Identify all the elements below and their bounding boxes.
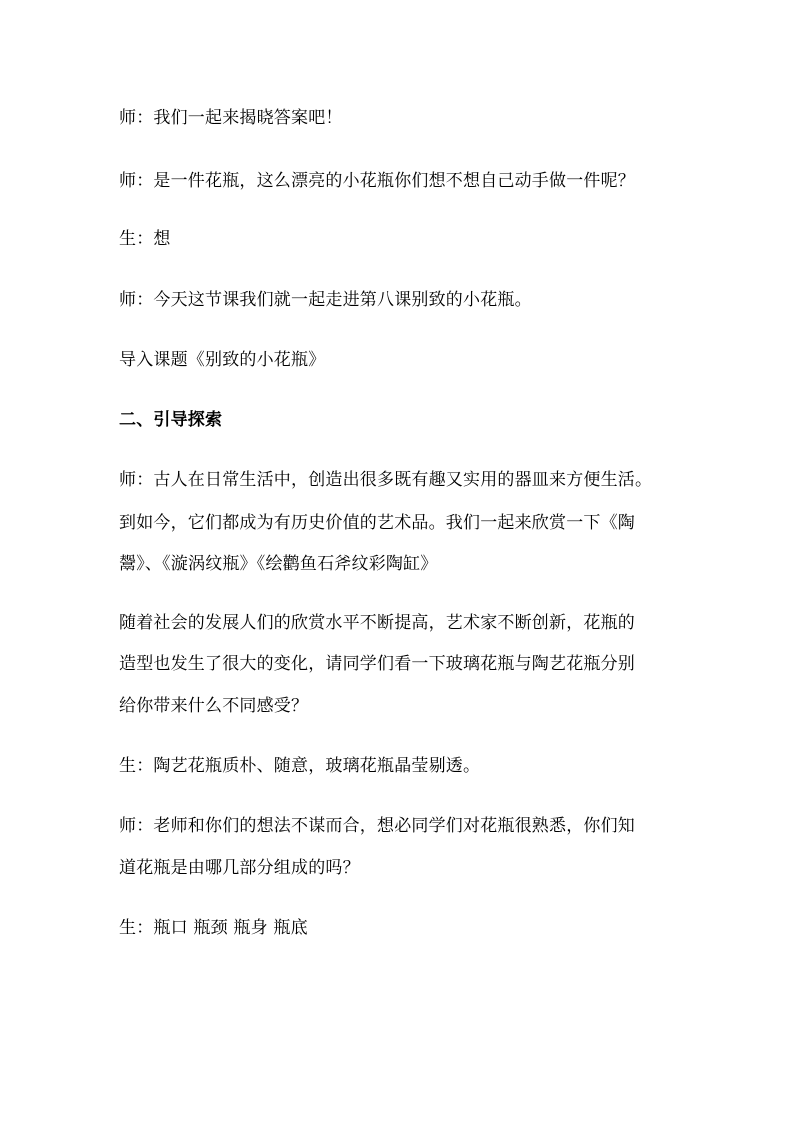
- lesson-topic-line: 导入课题《别致的小花瓶》: [119, 350, 326, 370]
- dialogue-line-teacher: 师：是一件花瓶，这么漂亮的小花瓶你们想不想自己动手做一件呢？: [119, 171, 635, 191]
- paragraph-line: 师：古人在日常生活中，创造出很多既有趣又实用的器皿来方便生活。: [119, 470, 653, 490]
- dialogue-line-student: 生：想: [119, 229, 171, 249]
- paragraph-line: 给你带来什么不同感受？: [119, 696, 309, 716]
- paragraph-line: 到如今，它们都成为有历史价值的艺术品。我们一起来欣赏一下《陶: [119, 513, 635, 533]
- dialogue-line-student: 生：瓶口 瓶颈 瓶身 瓶底: [119, 918, 308, 938]
- section-heading: 二、引导探索: [119, 410, 223, 430]
- dialogue-line-teacher: 师：我们一起来揭晓答案吧！: [119, 108, 343, 128]
- paragraph-line: 造型也发生了很大的变化，请同学们看一下玻璃花瓶与陶艺花瓶分别: [119, 654, 635, 674]
- paragraph-line: 师：老师和你们的想法不谋而合，想必同学们对花瓶很熟悉，你们知: [119, 816, 635, 836]
- dialogue-line-student: 生：陶艺花瓶质朴、随意，玻璃花瓶晶莹剔透。: [119, 756, 481, 776]
- paragraph-line: 鬶》、《漩涡纹瓶》《绘鹳鱼石斧纹彩陶缸》: [119, 554, 438, 574]
- paragraph-line: 道花瓶是由哪几部分组成的吗？: [119, 858, 360, 878]
- paragraph-line: 随着社会的发展人们的欣赏水平不断提高，艺术家不断创新，花瓶的: [119, 613, 635, 633]
- dialogue-line-teacher: 师：今天这节课我们就一起走进第八课别致的小花瓶。: [119, 290, 532, 310]
